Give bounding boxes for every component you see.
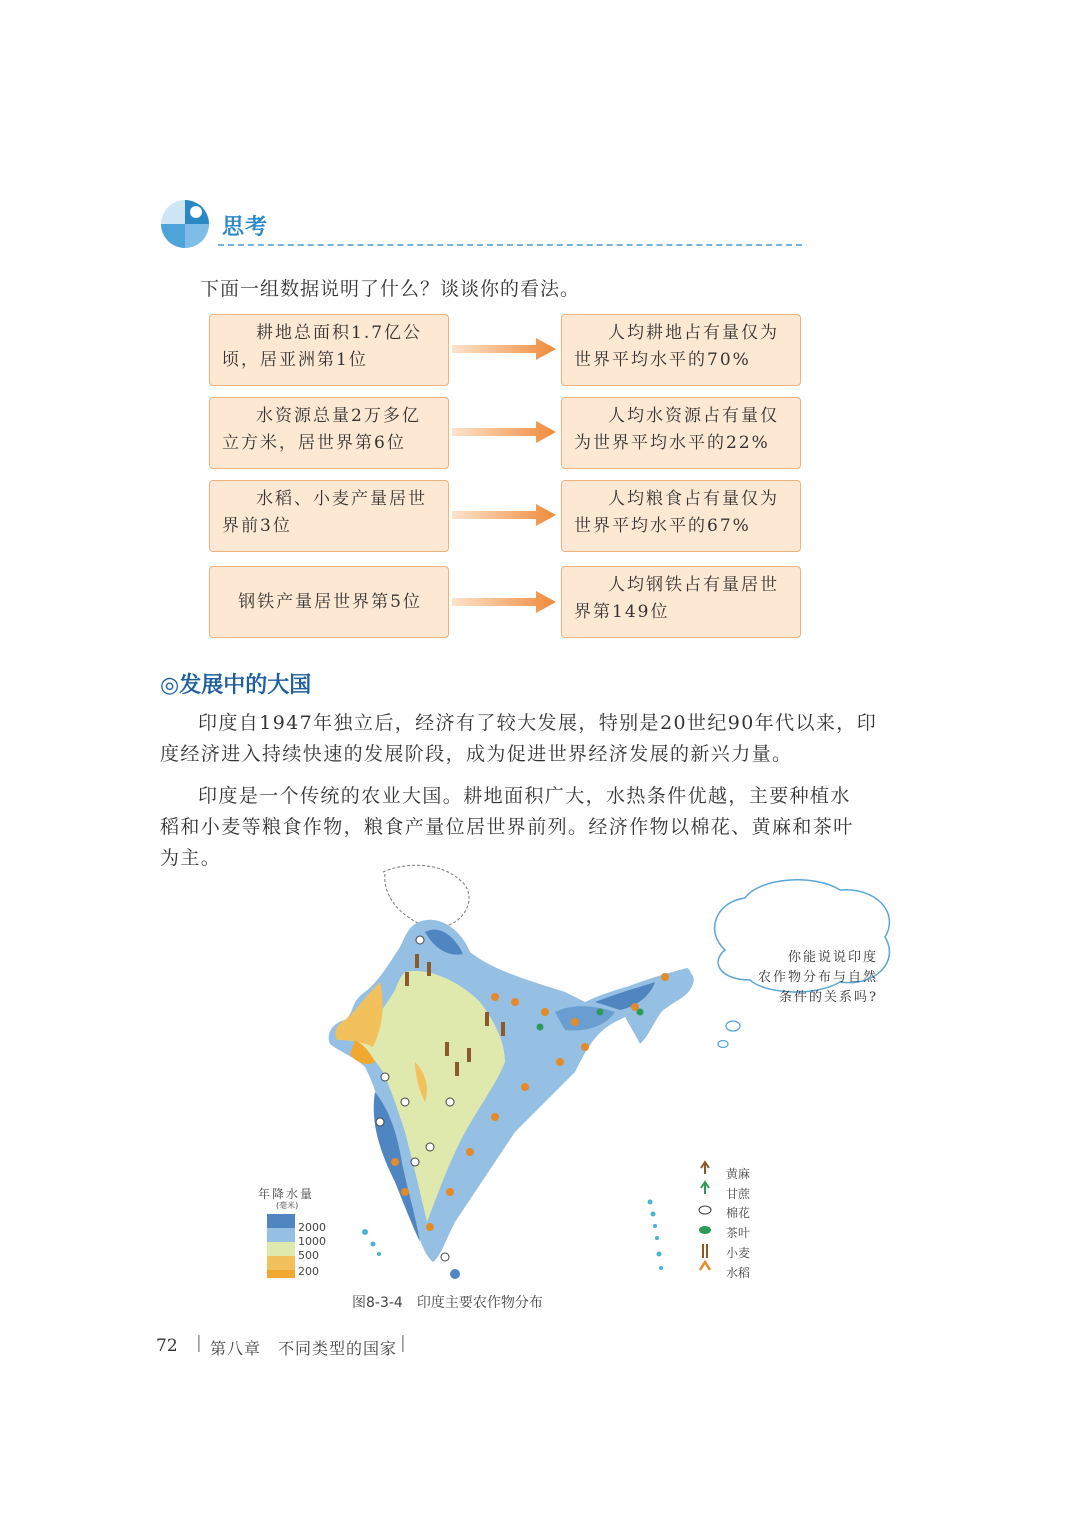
fact-box-right bbox=[561, 566, 801, 638]
legend-title: 年降水量 bbox=[258, 1187, 315, 1201]
india-crop-map bbox=[255, 862, 895, 1282]
paragraph-line: 度经济进入持续快速的发展阶段，成为促进世界经济发展的新兴力量。 bbox=[160, 743, 793, 765]
fact-line: 水稻、小麦产量居世 bbox=[256, 489, 427, 509]
paragraph-line: 稻和小麦等粮食作物，粮食产量位居世界前列。经济作物以棉花、黄麻和茶叶 bbox=[160, 816, 854, 838]
fact-line: 耕地总面积1.7亿公 bbox=[256, 323, 423, 343]
fact-line: 钢铁产量居世界第5位 bbox=[238, 591, 422, 612]
paragraph bbox=[160, 708, 912, 770]
arrow-right-icon bbox=[452, 338, 556, 360]
fact-box-left bbox=[209, 480, 449, 552]
fact-line: 水资源总量2万多亿 bbox=[256, 406, 421, 426]
section-title: ◎发展中的大国 bbox=[160, 673, 312, 698]
footer-separator: | bbox=[196, 1333, 202, 1353]
fact-line: 人均钢铁占有量居世 bbox=[608, 575, 779, 595]
legend-value: 2000 bbox=[298, 1221, 326, 1234]
figure-caption: 图8-3-4 印度主要农作物分布 bbox=[352, 1295, 543, 1311]
legend-unit: (毫米) bbox=[276, 1201, 299, 1210]
fact-line: 顷，居亚洲第1位 bbox=[222, 350, 368, 370]
crop-legend-label: 棉花 bbox=[726, 1206, 751, 1220]
fact-line: 世界平均水平的67% bbox=[574, 516, 751, 536]
fact-box-right bbox=[561, 314, 801, 386]
crop-legend-label: 黄麻 bbox=[726, 1167, 751, 1181]
think-prompt: 下面一组数据说明了什么？谈谈你的看法。 bbox=[200, 278, 581, 300]
bubble-line: 农作物分布与自然 bbox=[757, 970, 878, 985]
fact-line: 世界平均水平的70% bbox=[574, 350, 751, 370]
think-divider bbox=[218, 244, 802, 246]
fact-box-left bbox=[209, 566, 449, 638]
fact-line: 为世界平均水平的22% bbox=[574, 433, 770, 453]
paragraph-line: 印度是一个传统的农业大国。耕地面积广大，水热条件优越，主要种植水 bbox=[198, 785, 851, 807]
footer-chapter: 第八章 不同类型的国家 bbox=[210, 1339, 398, 1358]
arrow-right-icon bbox=[452, 591, 556, 613]
paragraph bbox=[160, 781, 912, 874]
crop-legend-label: 茶叶 bbox=[726, 1226, 751, 1240]
fact-box-left bbox=[209, 314, 449, 386]
fact-box-left bbox=[209, 397, 449, 469]
fact-line: 界第149位 bbox=[574, 602, 670, 622]
bubble-line: 条件的关系吗? bbox=[779, 990, 878, 1005]
crop-legend-label: 水稻 bbox=[726, 1266, 751, 1280]
paragraph-line: 印度自1947年独立后，经济有了较大发展，特别是20世纪90年代以来，印 bbox=[198, 712, 878, 734]
think-title: 思考 bbox=[222, 215, 269, 240]
crop-legend-label: 小麦 bbox=[726, 1246, 751, 1260]
crop-legend-label: 甘蔗 bbox=[726, 1187, 751, 1201]
think-logo-icon bbox=[158, 196, 212, 250]
fact-line: 人均粮食占有量仅为 bbox=[608, 489, 779, 509]
fact-line: 人均水资源占有量仅 bbox=[608, 406, 779, 426]
fact-box-right bbox=[561, 480, 801, 552]
fact-line: 人均耕地占有量仅为 bbox=[608, 323, 779, 343]
arrow-right-icon bbox=[452, 504, 556, 526]
bubble-line: 你能说说印度 bbox=[787, 950, 878, 965]
footer-separator: | bbox=[400, 1333, 406, 1353]
fact-box-right bbox=[561, 397, 801, 469]
legend-value: 200 bbox=[298, 1265, 319, 1278]
thought-bubble-text bbox=[728, 948, 878, 1008]
legend-value: 500 bbox=[298, 1249, 319, 1262]
arrow-right-icon bbox=[452, 421, 556, 443]
fact-line: 立方米，居世界第6位 bbox=[222, 433, 406, 453]
page-number: 72 bbox=[156, 1336, 178, 1356]
fact-line: 界前3位 bbox=[222, 516, 292, 536]
legend-value: 1000 bbox=[298, 1235, 326, 1248]
paragraph-line: 为主。 bbox=[160, 847, 222, 869]
